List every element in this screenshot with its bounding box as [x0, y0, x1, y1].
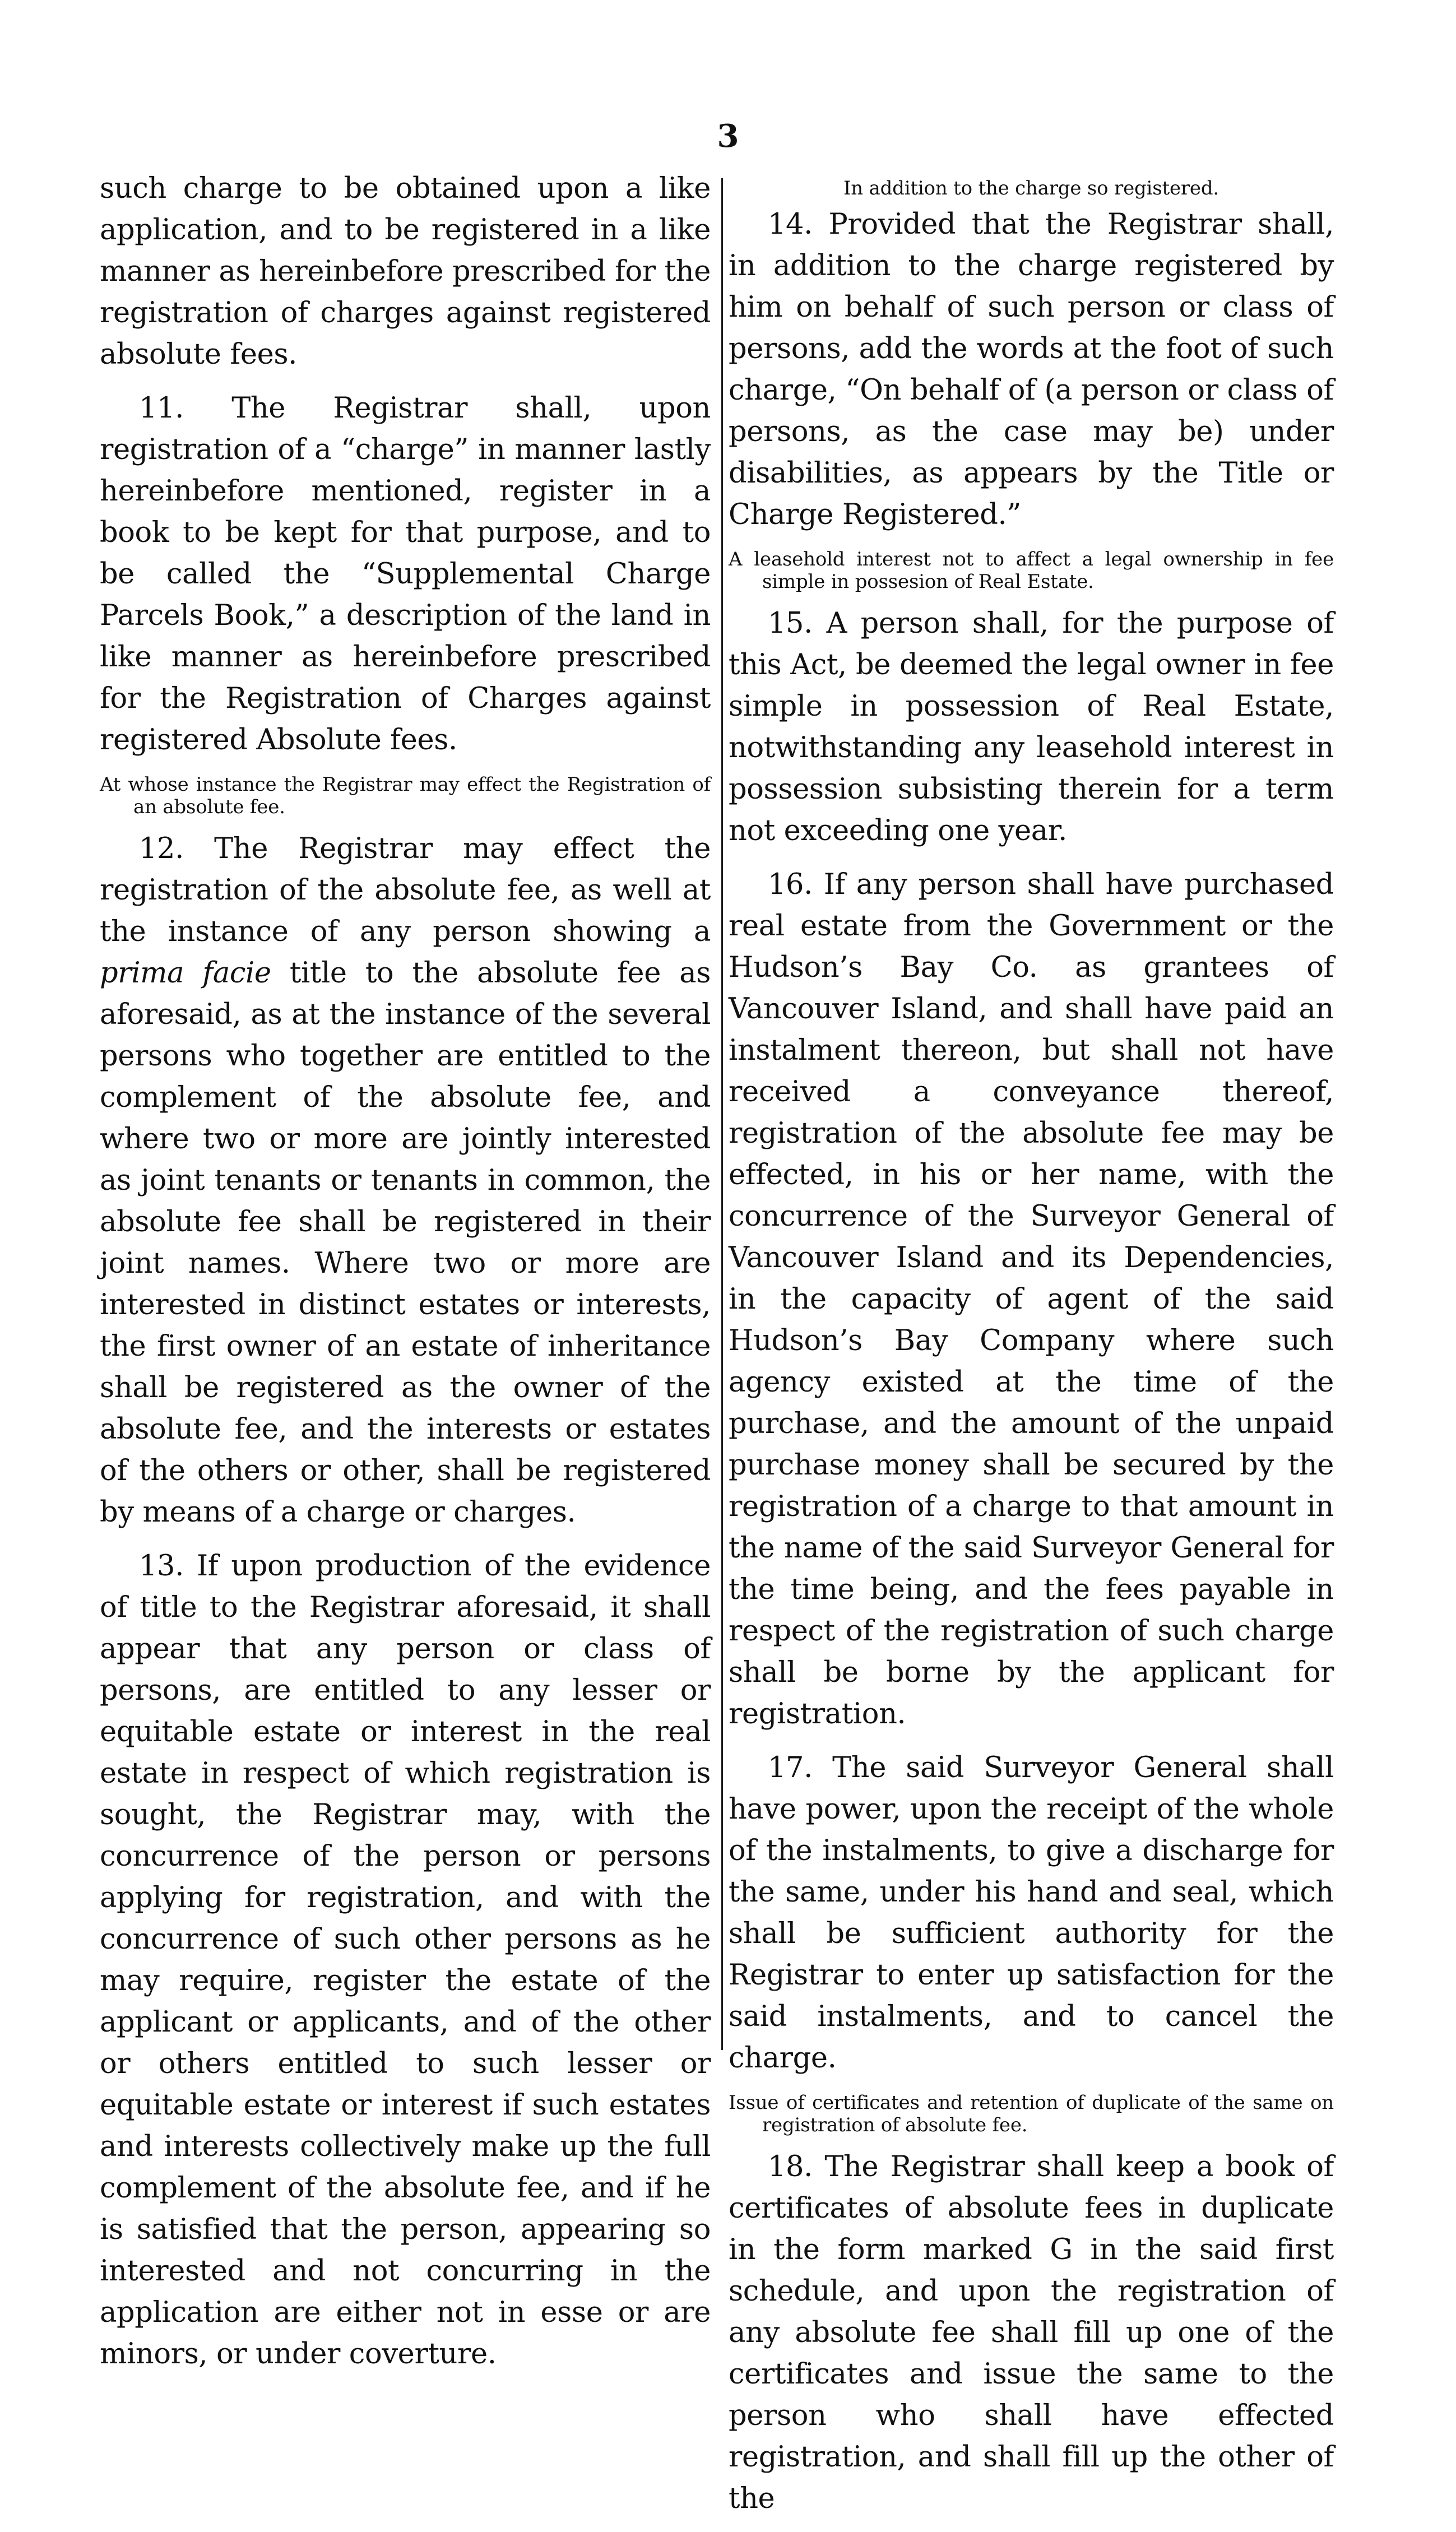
section-18 — [729, 2146, 1334, 2520]
section-text: A person shall, for the purpose of this Act, be deemed the legal owner in fee simple in possession of Real Estate, notwithstanding any leasehold interest in possession subsisting therein for a term not exceeding one year. — [729, 607, 1334, 847]
section-text: If upon production of the evidence of title to the Registrar aforesaid, it shall appear that any person or class of persons, are entitled to any lesser or equitable estate or interest in the real estate in respect of which registration is sought, the Registrar may, with the concurrence of the person or persons applying for registration, and with the concurrence of such other persons as he may require, register the estate of the applicant or applicants, and of the other or others entitled to such lesser or equitable estate or interest if such estates and interests collectively make up the full complement of the absolute fee, and if he is satisfied that the person, appearing so interested and not concurring in the application are either not in esse or are minors, or under coverture. — [100, 1550, 711, 2371]
section-number: 18. — [768, 2150, 813, 2183]
section-13 — [100, 1546, 711, 2375]
section-16 — [729, 864, 1334, 1735]
section-text: Provided that the Registrar shall, in addition to the charge registered by him on behalf of such person or class of persons, add the words at the foot of such charge, “On behalf of (a person or class of persons, as the case may be) under disabilities, as appears by the Title or Charge Registered.” — [729, 208, 1334, 531]
marginal-note: In addition to the charge so registered. — [843, 177, 1219, 200]
marginal-note: Issue of certificates and retention of duplicate of the same on registration of absolute fee. — [729, 2092, 1334, 2136]
page-number: 3 — [717, 118, 739, 155]
section-11 — [100, 388, 711, 761]
section-text-cont: title to the absolute fee as aforesaid, as at the instance of the several persons who together are entitled to the complement of the absolute fee, and where two or more are jointly interested as joint tenants or tenants in common, the absolute fee shall be registered in their joint names. Where two or more are interested in distinct estates or interests, the first owner of an estate of inheritance shall be registered as the owner of the absolute fee, and the interests or estates of the others or other, shall be registered by means of a charge or charges. — [100, 957, 711, 1529]
section-text: The Registrar may effect the registration of the absolute fee, as well at the instance of any person showing a — [100, 832, 711, 948]
section-text: If any person shall have purchased real estate from the Government or the Hudson’s Bay Co. as grantees of Vancouver Island, and shall have paid an instalment thereon, but shall not have received a conveyance thereof, registration of the absolute fee may be effected, in his or her name, with the concurrence of the Surveyor General of Vancouver Island and its Dependencies, in the capacity of agent of the said Hudson’s Bay Company where such agency existed at the time of the purchase, and the amount of the unpaid purchase money shall be secured by the registration of a charge to that amount in the name of the said Surveyor General for the time being, and the fees payable in respect of the registration of such charge shall be borne by the applicant for registration. — [729, 868, 1334, 1731]
section-text: The said Surveyor General shall have power, upon the receipt of the whole of the instalments, to give a discharge for the same, under his hand and seal, which shall be sufficient authority for the Registrar to enter up satisfaction for the said instalments, and to cancel the charge. — [729, 1751, 1334, 2075]
italic-term: prima facie — [100, 957, 271, 990]
right-column — [729, 168, 1334, 2532]
section-12 — [100, 828, 711, 1533]
section-text: The Registrar shall, upon registration of a “charge” in manner lastly hereinbefore mentioned, register in a book to be kept for that purpose, and to be called the “Supplemental Charge Parcels Book,” a description of the land in like manner as hereinbefore prescribed for the Registration of Charges against registered Absolute fees. — [100, 392, 711, 757]
marginal-note: A leasehold interest not to affect a legal ownership in fee simple in possesion of Real Estate. — [729, 548, 1334, 593]
column-divider — [721, 178, 723, 2050]
section-number: 14. — [768, 208, 813, 241]
section-text: The Registrar shall keep a book of certificates of absolute fees in duplicate in the form marked G in the said first schedule, and upon the registration of any absolute fee shall fill up one of the certificates and issue the same to the person who shall have effected registration, and shall fill up the other of the — [729, 2150, 1334, 2515]
section-number: 13. — [139, 1550, 184, 1583]
section-number: 17. — [768, 1751, 813, 1784]
section-number: 16. — [768, 868, 813, 901]
marginal-note: At whose instance the Registrar may effect the Registration of an absolute fee. — [100, 773, 711, 818]
section-15 — [729, 603, 1334, 852]
section-number: 15. — [768, 607, 813, 640]
section-17 — [729, 1747, 1334, 2079]
section-14 — [729, 204, 1334, 536]
left-column — [100, 168, 711, 2387]
paragraph-continuation: such charge to be obtained upon a like application, and to be registered in a like manner as hereinbefore prescribed for the registration of charges against registered absolute fees. — [100, 172, 711, 371]
section-number: 12. — [139, 832, 184, 865]
section-number: 11. — [139, 392, 184, 425]
